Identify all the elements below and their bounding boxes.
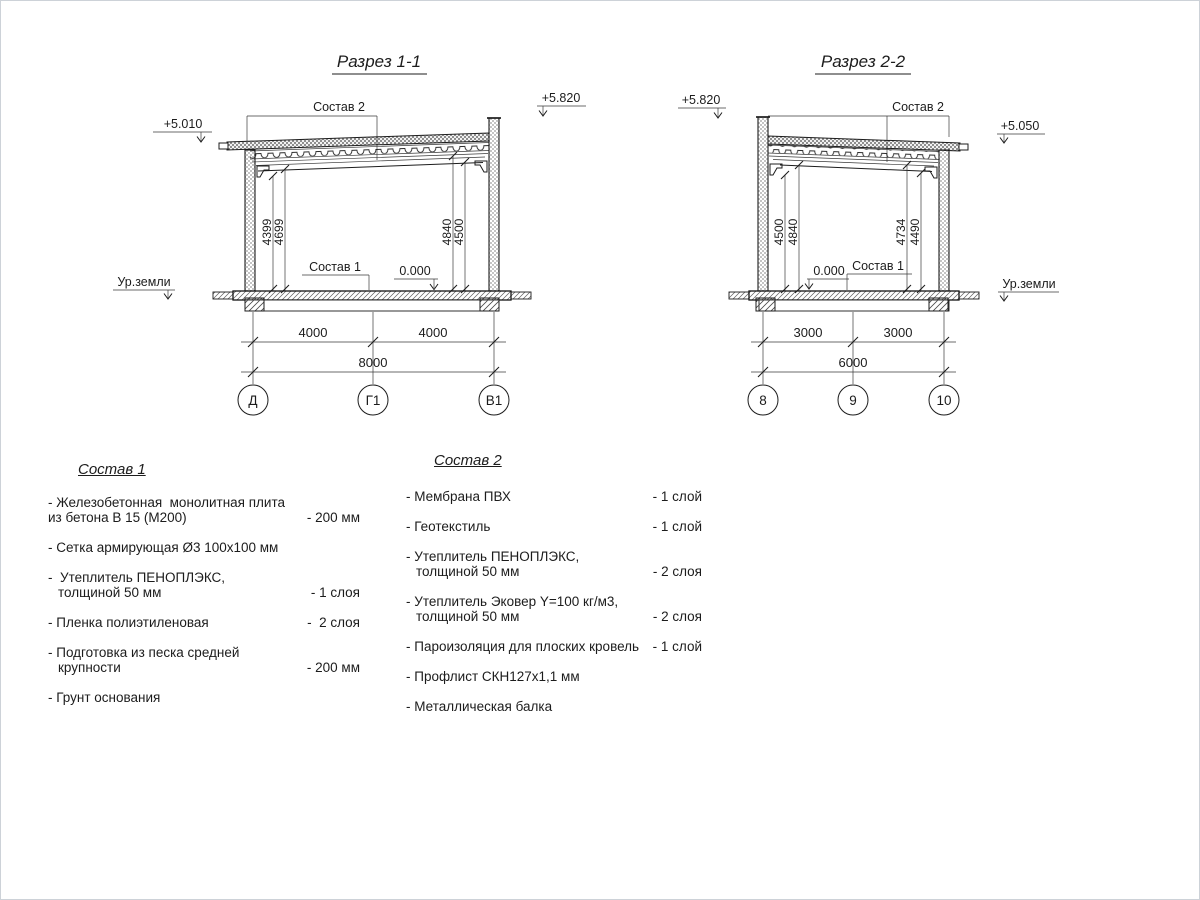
list-item: [48, 540, 360, 555]
svg-text:Ур.земли: Ур.земли: [1002, 277, 1056, 291]
svg-text:4490: 4490: [908, 218, 922, 246]
item-text: - Пароизоляция для плоских кровель: [406, 639, 640, 654]
item-text: - Подготовка из песка средней: [48, 645, 240, 660]
svg-text:Ур.земли: Ур.земли: [117, 275, 171, 289]
svg-text:8: 8: [759, 393, 767, 408]
list-item: [406, 519, 702, 534]
svg-text:4399: 4399: [260, 218, 274, 246]
list-item: [406, 699, 702, 714]
list-item: [406, 639, 702, 654]
item-value: - 2 слоя: [652, 564, 702, 579]
section-1-1: [113, 52, 586, 415]
svg-text:4500: 4500: [452, 218, 466, 246]
svg-text:+5.820: +5.820: [541, 91, 581, 105]
composition-1-title: Состав 1: [78, 461, 146, 478]
section-1-1-title: Разрез 1-1: [336, 52, 422, 71]
svg-text:+5.010: +5.010: [163, 117, 203, 131]
section-2-2-title: Разрез 2-2: [820, 52, 906, 71]
floor-composition-leader-1: [302, 260, 369, 290]
svg-text:6000: 6000: [838, 355, 868, 370]
floor-composition-label: Состав 1: [852, 259, 904, 273]
technical-drawing: [1, 1, 1200, 461]
svg-text:8000: 8000: [358, 355, 388, 370]
item-value: - 200 мм: [306, 510, 360, 525]
roof-structure: [219, 133, 489, 177]
item-value: - 1 слой: [652, 639, 702, 654]
item-text: толщиной 50 мм: [58, 585, 162, 600]
item-text: - Грунт основания: [48, 690, 161, 705]
item-text: - Мембрана ПВХ: [406, 489, 511, 504]
svg-text:10: 10: [936, 393, 952, 408]
item-text: - Профлист СКН127х1,1 мм: [406, 669, 580, 684]
floor-composition-leader-2: [847, 259, 912, 290]
height-dimensions: [260, 152, 469, 293]
svg-text:Г1: Г1: [365, 393, 381, 408]
item-text: толщиной 50 мм: [416, 609, 520, 624]
composition-1-list: [48, 462, 360, 720]
list-item: [48, 615, 360, 630]
roof-composition-label: Состав 2: [313, 100, 365, 114]
svg-text:0.000: 0.000: [813, 264, 845, 278]
item-text: толщиной 50 мм: [416, 564, 520, 579]
svg-text:9: 9: [849, 393, 857, 408]
svg-text:4000: 4000: [418, 325, 448, 340]
svg-text:В1: В1: [485, 393, 503, 408]
svg-text:+5.820: +5.820: [681, 93, 721, 107]
item-text: - Утеплитель ПЕНОПЛЭКС,: [48, 570, 226, 585]
elevation-mark-right: [537, 91, 586, 116]
elevation-mark-left: [678, 93, 726, 118]
svg-text:4840: 4840: [786, 218, 800, 246]
item-text: из бетона В 15 (М200): [48, 510, 187, 525]
svg-text:3000: 3000: [793, 325, 823, 340]
ground-level-mark: [998, 277, 1059, 301]
elevation-mark-right: [997, 119, 1045, 143]
list-item: [406, 594, 702, 624]
svg-text:3000: 3000: [883, 325, 913, 340]
composition-2-title: Состав 2: [434, 452, 502, 469]
item-value: - 2 слоя: [652, 609, 702, 624]
svg-text:0.000: 0.000: [399, 264, 431, 278]
item-text: - Утеплитель Эковер Y=100 кг/м3,: [406, 594, 619, 609]
svg-text:4734: 4734: [894, 218, 908, 246]
item-value: - 1 слой: [652, 489, 702, 504]
svg-text:4000: 4000: [298, 325, 328, 340]
list-item: [48, 645, 360, 675]
item-text: - Утеплитель ПЕНОПЛЭКС,: [406, 549, 580, 564]
roof-structure: [768, 136, 968, 178]
svg-text:Д: Д: [248, 393, 258, 408]
list-item: [48, 570, 360, 600]
item-text: - Металлическая балка: [406, 699, 553, 714]
section-2-2: [678, 52, 1059, 415]
list-item: [48, 495, 360, 525]
item-text: - Геотекстиль: [406, 519, 491, 534]
zero-level-mark: [805, 264, 849, 289]
svg-text:4840: 4840: [440, 218, 454, 246]
item-value: - 200 мм: [306, 660, 360, 675]
list-item: [406, 549, 702, 579]
span-dimensions: [241, 312, 506, 384]
item-value: - 1 слой: [652, 519, 702, 534]
list-item: [406, 669, 702, 684]
ground-level-mark: [113, 275, 175, 299]
axis-bubbles: [748, 385, 959, 415]
item-text: - Железобетонная монолитная плита: [48, 495, 286, 510]
floor-structure: [213, 291, 531, 311]
svg-text:4699: 4699: [272, 218, 286, 246]
height-dimensions: [772, 161, 925, 293]
item-value: - 2 слоя: [307, 615, 360, 630]
elevation-mark-left: [153, 117, 212, 142]
list-item: [48, 690, 360, 705]
list-item: [406, 489, 702, 504]
floor-structure: [729, 291, 979, 311]
axis-bubbles: [238, 385, 509, 415]
zero-level-mark: [394, 264, 438, 290]
svg-text:+5.050: +5.050: [1000, 119, 1040, 133]
span-dimensions: [751, 312, 956, 384]
item-text: - Пленка полиэтиленовая: [48, 615, 209, 630]
item-text: крупности: [58, 660, 121, 675]
composition-2-list: [406, 453, 702, 729]
item-value: - 1 слоя: [310, 585, 360, 600]
floor-composition-label: Состав 1: [309, 260, 361, 274]
roof-composition-label: Состав 2: [892, 100, 944, 114]
item-text: - Сетка армирующая Ø3 100х100 мм: [48, 540, 279, 555]
svg-text:4500: 4500: [772, 218, 786, 246]
